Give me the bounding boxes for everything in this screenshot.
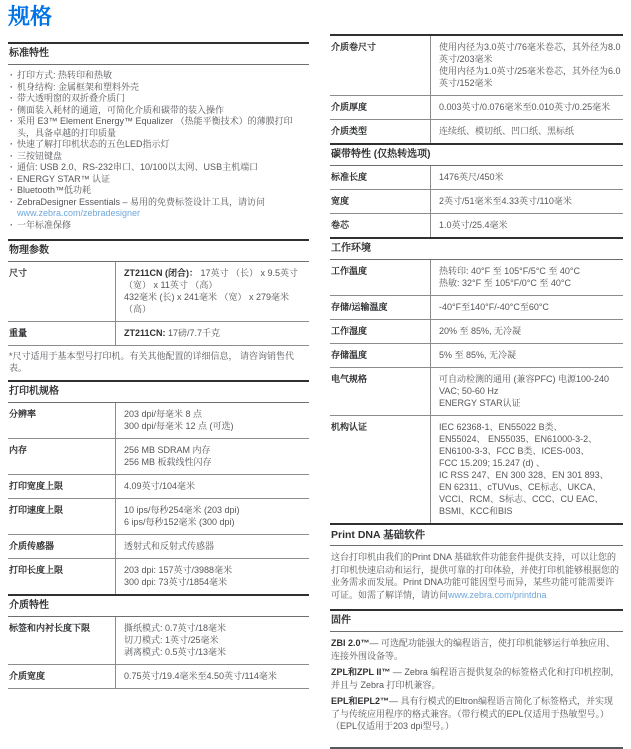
spec-label: 工作温度 xyxy=(331,266,368,276)
section-heading: 碳带特性 (仅热转选项) xyxy=(330,145,623,166)
section-heading: Print DNA 基础软件 xyxy=(330,525,623,546)
section-heading: 工作环境 xyxy=(330,239,623,260)
spec-label: 打印长度上限 xyxy=(9,565,64,575)
spec-label: 介质类型 xyxy=(331,126,368,136)
spec-label: 存储/运输温度 xyxy=(331,302,388,312)
list-item: · 一年标准保修 xyxy=(9,220,309,232)
spec-value-line: 1476英尺/450米 xyxy=(439,172,504,182)
spec-value xyxy=(430,96,623,119)
spec-value-line: 20% 至 85%, 无冷凝 xyxy=(439,326,522,336)
spec-value-line: 1.0英寸/25.4毫米 xyxy=(439,220,508,230)
spec-value-line: EN55024、 EN55035、EN61000-3-2、 xyxy=(439,434,598,444)
spec-row xyxy=(330,296,623,320)
spec-label: 电气规格 xyxy=(331,374,368,384)
spec-value-line: 300 dpi: 73英寸/1854毫米 xyxy=(124,577,228,587)
spec-value xyxy=(430,296,623,319)
spec-value-line: 6 ips/每秒152毫米 (300 dpi) xyxy=(124,517,235,527)
spec-value-line: 热转印: 40°F 至 105°F/5°C 至 40°C xyxy=(439,266,580,276)
spec-row xyxy=(330,214,623,237)
spec-label: 存储温度 xyxy=(331,350,368,360)
spec-value-line: EN6100-3-3、FCC B类、ICES-003、 xyxy=(439,446,590,456)
spec-row xyxy=(330,416,623,523)
spec-label: 重量 xyxy=(9,328,28,338)
spec-value-line: IC RSS 247、EN 300 328、EN 301 893、EN 62311、cTUVus、CE标志、UKCA、VCCI、RCM、S标志、CCC、CU EAC、BSMI、KCC和BIS xyxy=(439,470,609,516)
section-firmware xyxy=(330,609,623,733)
spec-value-line: 300 dpi/每毫米 12 点 (可选) xyxy=(124,421,234,431)
spec-value-line: 432毫米 (长) x 241毫米 （宽） x 279毫米 （高） xyxy=(124,292,290,314)
spec-value xyxy=(115,439,309,474)
left-column xyxy=(8,34,309,689)
spec-value xyxy=(430,166,623,189)
spec-value xyxy=(115,262,309,321)
section-printer-specs xyxy=(8,380,309,594)
spec-value-line: 2英寸/51毫米至4.33英寸/110毫米 xyxy=(439,196,572,206)
section-heading: 介质特性 xyxy=(8,596,309,617)
list-item-text: ZebraDesigner Essentials – 易用的免费标签设计工具，请访问 xyxy=(17,196,266,207)
list-item: · 三按钮键盘 xyxy=(9,151,309,163)
two-column-layout xyxy=(8,34,623,749)
spec-value xyxy=(430,260,623,295)
spec-label: 分辨率 xyxy=(9,409,37,419)
spec-value-line: 使用内径为1.0英寸/25毫米卷芯，其外径为6.0英寸/152毫米 xyxy=(439,66,621,88)
physical-table xyxy=(8,262,309,346)
spec-value-line: 透射式和反射式传感器 xyxy=(124,541,215,551)
spec-value xyxy=(115,499,309,534)
spec-value-line: 可自动检测的通用 (兼容PFC) 电源100-240 VAC; 50-60 Hz xyxy=(439,374,610,396)
spec-value xyxy=(115,322,309,345)
spec-value-line: -40°F至140°F/-40°C至60°C xyxy=(439,302,549,312)
spec-value-line: 切刀模式: 1英寸/25毫米 xyxy=(124,635,219,645)
list-item: · ENERGY STAR™ 认证 xyxy=(9,174,309,186)
spec-value xyxy=(430,344,623,367)
spec-row xyxy=(8,559,309,594)
spec-value-line: 撕纸模式: 0.7英寸/18毫米 xyxy=(124,623,227,633)
spec-value xyxy=(430,120,623,143)
list-item: · 采用 E3™ Element Energy™ Equalizer （热能平衡技术）的薄膜打印头，具备卓越的打印质量 xyxy=(9,116,309,139)
section-environment xyxy=(330,237,623,523)
spec-label: 尺寸 xyxy=(9,268,28,278)
spec-value xyxy=(115,475,309,498)
section-print-dna xyxy=(330,523,623,609)
spec-value-line: 4.09英寸/104毫米 xyxy=(124,481,196,491)
spec-value xyxy=(430,368,623,415)
spec-value xyxy=(430,214,623,237)
spec-value-line: ENERGY STAR认证 xyxy=(439,398,521,408)
firmware-item: ZBI 2.0™— 可选配功能强大的编程语言，使打印机能够运行单独应用、连接外围设备等。 xyxy=(331,638,616,661)
list-item: · 打印方式: 热转印和热敏 xyxy=(9,70,309,82)
section-heading: 标准特性 xyxy=(8,44,309,65)
spec-value xyxy=(115,403,309,438)
spec-value-line: 连续纸、模切纸、凹口纸、黑标纸 xyxy=(439,126,575,136)
spec-value-line: IEC 62368-1、EN55022 B类、 xyxy=(439,422,563,432)
spec-label: 标签和内衬长度下限 xyxy=(9,623,91,633)
spec-value-line: 203 dpi/每毫米 8 点 xyxy=(124,409,203,419)
spec-row xyxy=(8,439,309,475)
spec-row xyxy=(8,617,309,665)
spec-value xyxy=(430,190,623,213)
spec-row xyxy=(330,166,623,190)
environment-table xyxy=(330,260,623,523)
spec-value-line: 10 ips/每秒254毫米 (203 dpi) xyxy=(124,505,240,515)
firmware-item: EPL和EPL2™— 具有行模式的Eltron编程语言简化了标签格式，并实现了与传统应用程序的格式兼容。（带行模式的EPL仅适用于热敏型号。） （EPL仅适用于203 dpi型号。） xyxy=(331,696,614,731)
spec-label: 打印速度上限 xyxy=(9,505,64,515)
spec-label: 卷芯 xyxy=(331,220,350,230)
list-item: · 快速了解打印机状态的五色LED指示灯 xyxy=(9,139,309,151)
list-item: · 通信: USB 2.0、RS-232串口、10/100以太网、USB主机端口 xyxy=(9,162,309,174)
zebradesigner-link[interactable]: www.zebra.com/zebradesigner xyxy=(17,208,141,218)
ribbon-table xyxy=(330,166,623,237)
spec-label: 工作湿度 xyxy=(331,326,368,336)
printdna-link[interactable]: www.zebra.com/printdna xyxy=(448,589,547,600)
spec-value xyxy=(115,617,309,664)
section-heading: 固件 xyxy=(330,611,623,632)
right-column xyxy=(330,34,623,749)
spec-label: 宽度 xyxy=(331,196,350,206)
spec-value-line: ZT211CN: 17磅/7.7千克 xyxy=(124,328,221,338)
spec-row xyxy=(330,36,623,96)
spec-value-line: 203 dpi: 157英寸/3988毫米 xyxy=(124,565,233,575)
spec-row xyxy=(8,403,309,439)
spec-label: 介质卷尺寸 xyxy=(331,42,377,52)
spec-value-line: 使用内径为3.0英寸/76毫米卷芯，其外径为8.0英寸/203毫米 xyxy=(439,42,621,64)
spec-label: 介质传感器 xyxy=(9,541,55,551)
spec-label: 机构认证 xyxy=(331,422,368,432)
printer-specs-table xyxy=(8,403,309,594)
spec-row xyxy=(330,368,623,416)
list-item-zebradesigner xyxy=(9,197,309,220)
section-standard-features xyxy=(8,42,309,239)
spec-value xyxy=(430,320,623,343)
spec-label: 介质厚度 xyxy=(331,102,368,112)
spec-row xyxy=(8,262,309,322)
spec-value-line: ZT211CN (闭合)： 17英寸 （长） x 9.5英寸 （宽） x 11英寸 （高） xyxy=(124,268,299,290)
spec-row xyxy=(330,120,623,143)
list-item: · 机身结构: 金属框架和塑料外壳 xyxy=(9,82,309,94)
document-end-rule xyxy=(330,747,623,749)
spec-row xyxy=(8,535,309,559)
spec-row xyxy=(330,344,623,368)
spec-label: 介质宽度 xyxy=(9,671,46,681)
media-roll-table xyxy=(330,36,623,143)
firmware-item: ZPL和ZPL II™ — Zebra 编程语言提供复杂的标签格式化和打印机控制，并且与 Zebra 打印机兼容。 xyxy=(331,667,620,690)
spec-value-line: 256 MB 板载线性闪存 xyxy=(124,457,212,467)
feature-list xyxy=(8,65,309,239)
spec-label: 打印宽度上限 xyxy=(9,481,64,491)
media-characteristics-table xyxy=(8,617,309,689)
spec-value-line: FCC 15.209; 15.247 (d) 、 xyxy=(439,458,546,468)
spec-value-line: 剥离模式: 0.5英寸/13毫米 xyxy=(124,647,227,657)
section-ribbon xyxy=(330,143,623,237)
spec-value xyxy=(430,36,623,95)
section-heading: 打印机规格 xyxy=(8,382,309,403)
spec-value-line: 0.003英寸/0.076毫米至0.010英寸/0.25毫米 xyxy=(439,102,611,112)
spec-value-line: 5% 至 85%, 无冷凝 xyxy=(439,350,517,360)
spec-row xyxy=(8,499,309,535)
page-title: 规格 xyxy=(8,4,53,29)
section-media-roll xyxy=(330,34,623,143)
section-heading: 物理参数 xyxy=(8,241,309,262)
spec-label: 内存 xyxy=(9,445,28,455)
spec-value xyxy=(115,559,309,594)
section-physical xyxy=(8,239,309,380)
spec-value xyxy=(115,665,309,688)
list-item: · 带大透明窗的双折叠介质门 xyxy=(9,93,309,105)
spec-value-line: 0.75英寸/19.4毫米至4.50英寸/114毫米 xyxy=(124,671,277,681)
spec-row xyxy=(330,190,623,214)
spec-label: 标准长度 xyxy=(331,172,368,182)
spec-value-line: 热敏: 32°F 至 105°F/0°C 至 40°C xyxy=(439,278,571,288)
list-item: · Bluetooth™低功耗 xyxy=(9,185,309,197)
spec-row xyxy=(8,475,309,499)
section-media-characteristics xyxy=(8,594,309,689)
spec-value xyxy=(430,416,623,523)
spec-value-line: 256 MB SDRAM 内存 xyxy=(124,445,211,455)
spec-row xyxy=(8,322,309,346)
spec-value xyxy=(115,535,309,558)
spec-row xyxy=(330,320,623,344)
spec-row xyxy=(8,665,309,689)
spec-row xyxy=(330,96,623,120)
dimensions-footnote: *尺寸适用于基本型号打印机。有关其他配置的详细信息， 请咨询销售代表。 xyxy=(9,351,295,373)
spec-row xyxy=(330,260,623,296)
print-dna-paragraph: 这台打印机由我们的Print DNA 基础软件功能套件提供支持，可以让您的打印机快速启动和运行，提供可靠的打印体验，并使打印机能够根据您的业务需求而发展。Print DNA功能可能因型号而异，某些功能可能需要许可证。如需了解详情，请访问www.zebra.com/printdna xyxy=(331,552,620,600)
list-item: · 侧面装入耗材的通道，可简化介质和碳带的装入操作 xyxy=(9,105,309,117)
